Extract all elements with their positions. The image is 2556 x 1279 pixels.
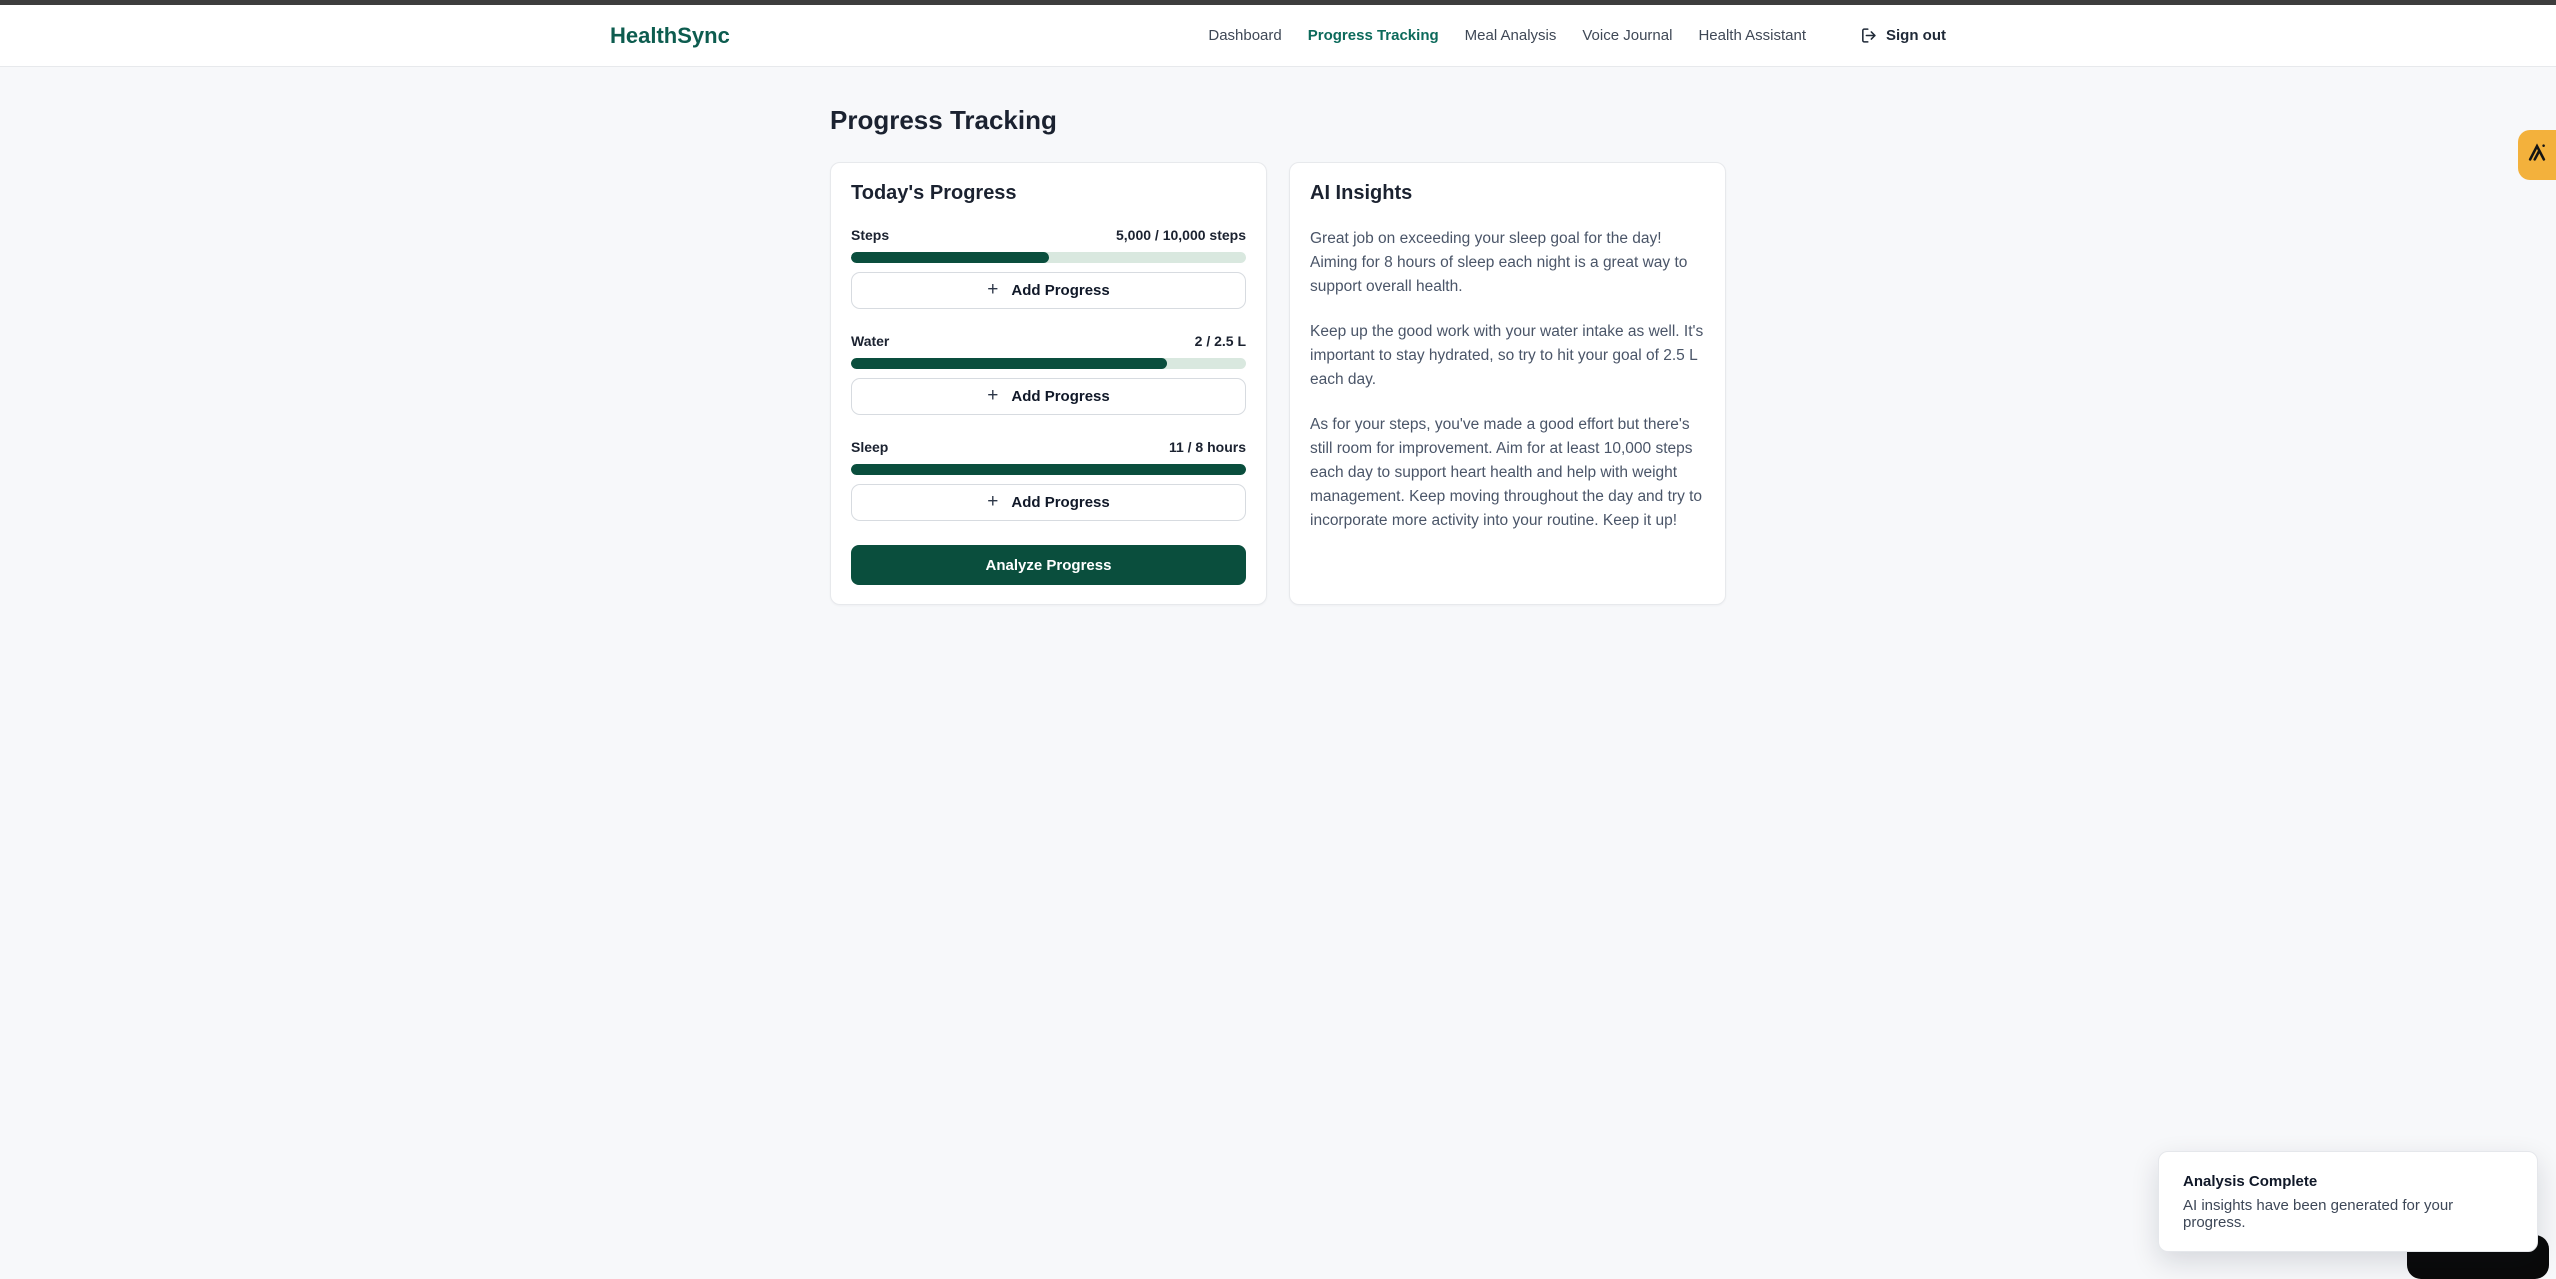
extension-logo-icon xyxy=(2526,142,2548,169)
steps-progressbar xyxy=(851,252,1246,263)
plus-icon: + xyxy=(987,279,999,300)
steps-add-progress-button[interactable] xyxy=(851,272,1246,309)
add-progress-label: Add Progress xyxy=(1011,282,1110,299)
sleep-value: 11 / 8 hours xyxy=(1168,439,1246,455)
water-value: 2 / 2.5 L xyxy=(1194,333,1246,349)
water-label: Water xyxy=(851,333,890,349)
insight-paragraph: Keep up the good work with your water intake as well. It's important to stay hydrated, so try to hit your goal of 2.5 L each day. xyxy=(1310,323,1704,388)
steps-progressbar-fill xyxy=(851,252,1049,263)
toast-notification[interactable] xyxy=(2158,1151,2538,1252)
plus-icon: + xyxy=(987,491,999,512)
nav-item-meal-analysis[interactable]: Meal Analysis xyxy=(1464,27,1557,44)
app-logo[interactable]: HealthSync xyxy=(610,22,730,48)
water-progressbar-fill xyxy=(851,358,1167,369)
sleep-label: Sleep xyxy=(851,439,889,455)
toast-title: Analysis Complete xyxy=(2183,1173,2318,1190)
analyze-progress-button[interactable]: Analyze Progress xyxy=(851,545,1246,585)
toast-message: AI insights have been generated for your progress. xyxy=(2183,1197,2454,1231)
sign-out-button[interactable] xyxy=(1860,27,1946,44)
steps-label: Steps xyxy=(851,227,890,243)
sleep-add-progress-button[interactable] xyxy=(851,484,1246,521)
metric-steps xyxy=(851,227,1246,309)
extension-edge-badge[interactable] xyxy=(2518,130,2556,180)
plus-icon: + xyxy=(987,385,999,406)
todays-progress-card xyxy=(830,162,1267,605)
sleep-progressbar-fill xyxy=(851,464,1246,475)
logout-icon xyxy=(1860,27,1877,44)
ai-insights-card xyxy=(1289,162,1726,605)
insight-paragraph: As for your steps, you've made a good effort but there's still room for improvement. Aim for at least 10,000 steps each day to support heart health and help with weight management. Keep moving throughout the day and try to incorporate more activity into your routine. Keep it up! xyxy=(1310,416,1703,529)
add-progress-label: Add Progress xyxy=(1011,388,1110,405)
nav-item-health-assistant[interactable]: Health Assistant xyxy=(1698,27,1806,44)
metric-sleep xyxy=(851,439,1246,521)
metric-water xyxy=(851,333,1246,415)
sign-out-label: Sign out xyxy=(1886,27,1946,44)
steps-value: 5,000 / 10,000 steps xyxy=(1116,227,1246,243)
sleep-progressbar xyxy=(851,464,1246,475)
progress-card-title: Today's Progress xyxy=(851,182,1017,204)
water-add-progress-button[interactable] xyxy=(851,378,1246,415)
main-content xyxy=(830,67,1726,605)
nav-item-progress-tracking[interactable]: Progress Tracking xyxy=(1307,27,1439,44)
insights-card-title: AI Insights xyxy=(1310,182,1413,204)
page-title: Progress Tracking xyxy=(830,105,1057,135)
app-header xyxy=(0,5,2556,67)
water-progressbar xyxy=(851,358,1246,369)
add-progress-label: Add Progress xyxy=(1011,494,1110,511)
main-nav xyxy=(1208,27,1946,44)
nav-item-dashboard[interactable]: Dashboard xyxy=(1208,27,1282,44)
nav-item-voice-journal[interactable]: Voice Journal xyxy=(1582,27,1673,44)
insight-paragraph: Great job on exceeding your sleep goal for the day! Aiming for 8 hours of sleep each night is a great way to support overall health. xyxy=(1310,230,1688,295)
